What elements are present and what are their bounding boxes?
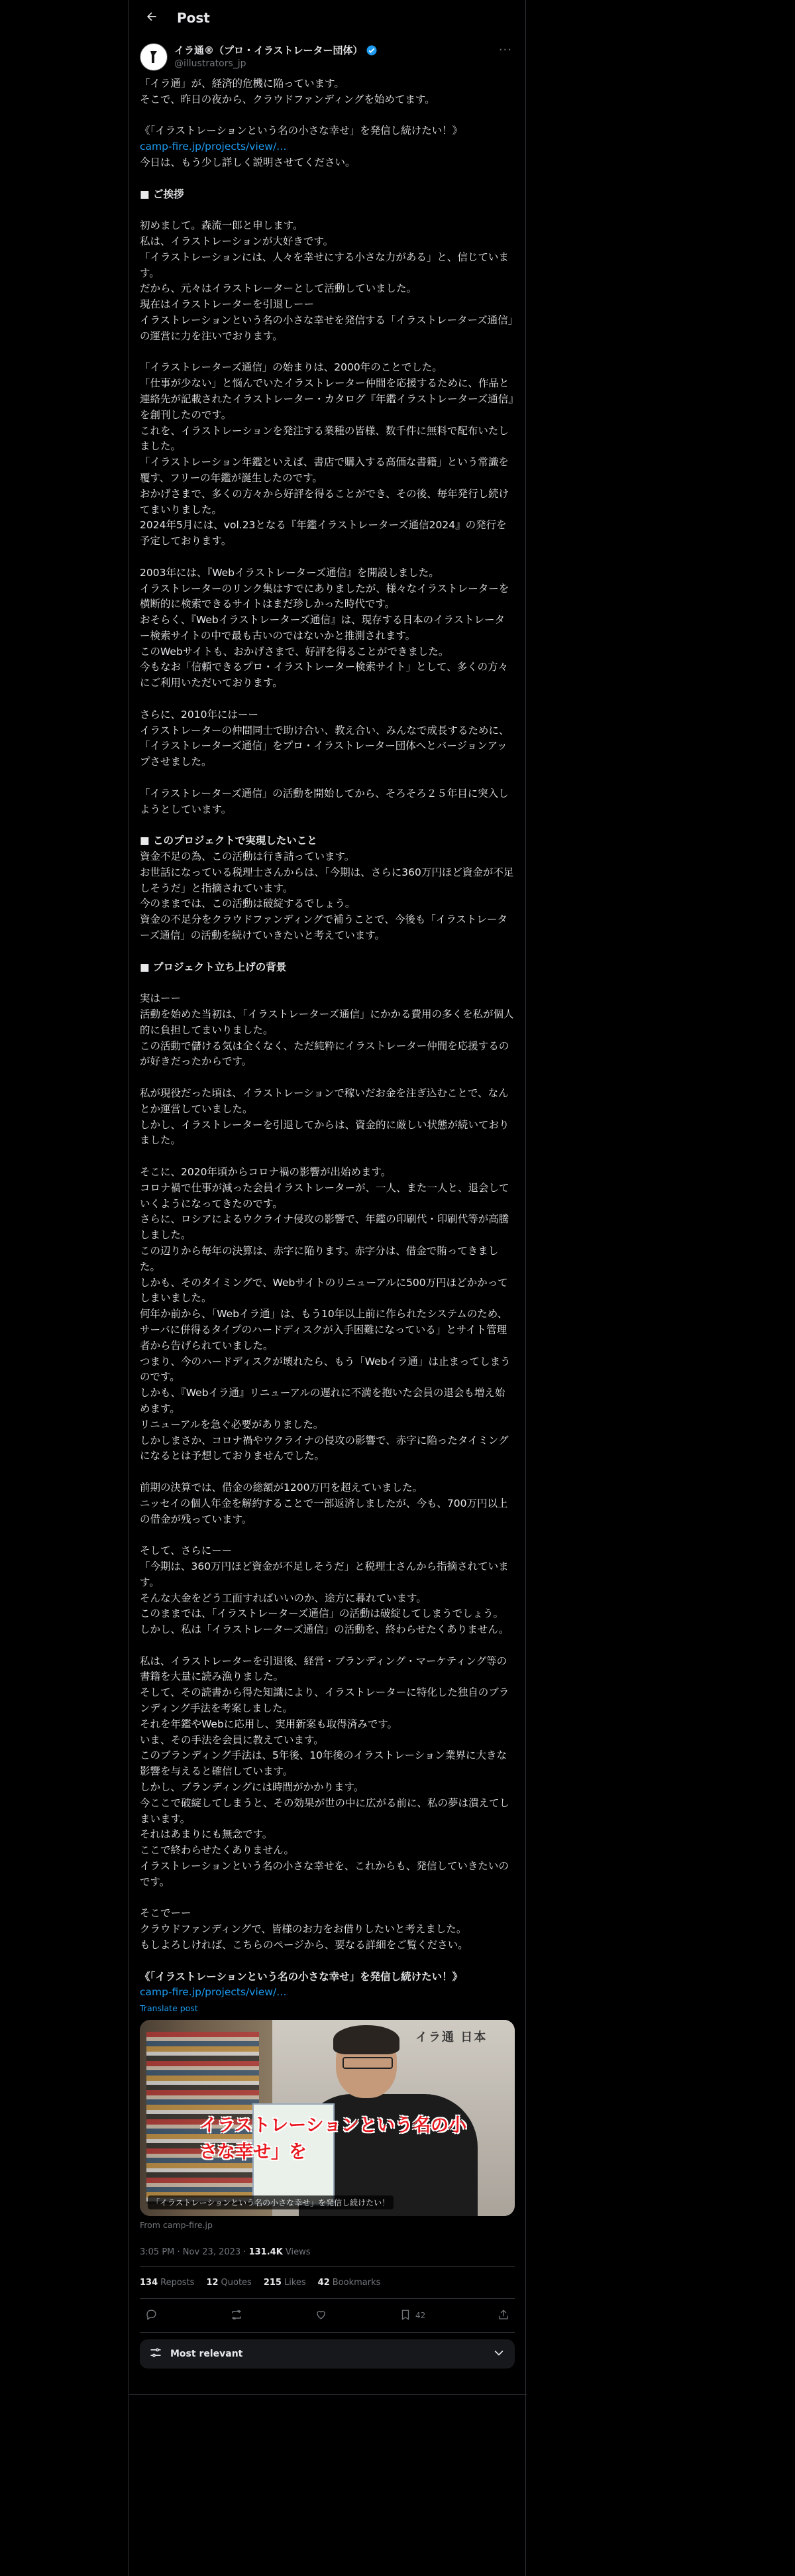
reposts-stat[interactable]: 134 Reposts [140,2278,195,2288]
translate-post-link[interactable]: Translate post [140,2003,198,2014]
quotes-stat[interactable]: 12 Quotes [206,2278,252,2288]
post-timestamp[interactable]: 3:05 PM · Nov 23, 2023 · [140,2247,249,2258]
main-column [129,0,526,2576]
card-overlay-title: イラストレーションという名の小さな幸せ」を [199,2115,467,2163]
chevron-down-icon [492,2346,505,2362]
sliders-icon [149,2346,162,2362]
engagement-stats [140,2267,515,2299]
share-button[interactable] [498,2309,509,2323]
bookmark-button[interactable] [399,2309,425,2323]
section-goal: 資金不足の為、この活動は行き詰っています。 お世話になっている税理士さんからは、「今期は、さらに360万円ほど資金が不足しそうだ」と指摘されています。 今のままでは、この活動は破綻するでしょう。 資金の不足分をクラウドファンディングで補うことで、今後も「イラストレーターズ通信」の活動を続けていきたいと考えています。 [140,850,514,942]
page-title: Post [177,9,210,26]
bookmarks-stat[interactable]: 42 Bookmarks [317,2278,381,2288]
views-count: 131.4K [248,2247,283,2258]
action-bar [140,2299,515,2333]
bookmark-count: 42 [415,2311,426,2321]
link-preview-card[interactable] [140,2020,515,2216]
author-block [174,43,496,69]
campaign-link-top[interactable]: camp-fire.jp/projects/view/… [140,141,287,153]
section-heading-goal: ■ このプロジェクトで実現したいこと [140,835,317,847]
section-background: 実はーー 活動を始めた当初は、「イラストレーターズ通信」にかかる費用の多くを私が個人的に負担してまいりました。 この活動で儲ける気は全くなく、ただ純粋にイラストレーター仲間を応援するのが好きだったからです。 私が現役だった頃は、イラストレーションで稼いだお金を注ぎ込むことで、なんとか運営していました。 しかし、イラストレーターを引退してからは、資金的に厳しい状態が続いておりました。 そこに、2020年頃からコロナ禍の影響が出始めます。 コロナ禍で仕事が減った会員イラストレーターが、一人、また一人と、退会していくようになってきたのです。 さらに、ロシアによるウクライナ侵攻の影響で、年鑑の印刷代・印刷代等が高騰しました。 この辺りから毎年の決算は、赤字に陥ります。赤字分は、借金で賄ってきました。 しかも、そのタイミングで、Webサイトのリニューアルに500万円ほどかかってしまいました。 何年か前から、「Webイラ通」は、もう10年以上前に作られたシステムのため、サーバに併得るタイプのハードディスクが入手困難になっている」とサイト管理者から告げられていました。 つまり、今のハードディスクが壊れたら、もう「Webイラ通」は止まってしまうのです。 しかも、『Webイラ通』リニューアルの遅れに不満を抱いた会員の退会も増え始めます。 リニューアルを急ぐ必要がありました。 しかしまさか、コロナ禍やウクライナの侵攻の影響で、赤字に陥ったタイミングになるとは予想しておりませんでした。 前期の決算では、借金の総額が1200万円を超えていました。 ニッセイの個人年金を解約することで一部返済しましたが、今も、700万円以上の借金が残っています。 そして、さらにーー 「今期は、360万円ほど資金が不足しそうだ」と税理士さんから指摘されています。 そんな大金をどう工面すればいいのか、途方に暮れています。 このままでは、「イラストレーターズ通信」の活動は破綻してしまうでしょう。 しかし、私は「イラストレーターズ通信」の活動を、終わらせたくありません。 私は、イラストレーターを引退後、経営・ブランディング・マーケティング等の書籍を大量に読み漁りました。 そして、その読書から得た知識により、イラストレーターに特化した独自のブランディング手法を考案しました。 それを年鑑やWebに応用し、実用新案も取得済みです。 いま、その手法を会員に教えています。 このブランディング手法は、5年後、10年後のイラストレーション業界に大きな影響を与えると確信しています。 しかし、ブランディングには時間がかかります。 今ここで破綻してしまうと、その効果が世の中に広がる前に、私の夢は潰えてしまいます。 それはあまりにも無念です。 ここで終わらせたくありません。 イラストレーションという名の小さな幸せを、これからも、発信していきたいのです。 そこでーー クラウドファンディングで、皆様のお力をお借りしたいと考えました。 もしよろしければ、こちらのページから、要なる詳細をご覧ください。 [140,992,514,1952]
heart-icon [315,2308,327,2323]
like-button[interactable] [315,2308,327,2323]
bookmark-icon [399,2309,411,2323]
likes-stat[interactable]: 215 Likes [263,2278,306,2288]
post-intro: 「イラ通」が、経済的危機に陥っています。 そこで、昨日の夜から、クラウドファンディングを始めてます。 《「イラストレーションという名の小さな幸せ」を発信し続けたい！》 [140,78,463,137]
back-button[interactable] [140,6,164,30]
reply-button[interactable] [145,2308,158,2323]
sort-label: Most relevant [170,2349,243,2360]
reply-icon [145,2308,158,2323]
reply-sort-dropdown[interactable] [140,2339,515,2369]
post-text [129,71,525,2001]
post-today: 今日は、もう少し詳しく説明させてください。 [140,156,356,168]
post-header [129,35,525,71]
repost-icon [230,2308,243,2323]
post-meta [140,2230,515,2267]
more-options-icon[interactable]: ··· [498,43,512,57]
card-caption: 「イラストレーションという名の小さな幸せ」を発信し続けたい！ [148,2195,394,2209]
card-source: From camp-fire.jp [140,2220,213,2231]
top-bar [129,0,525,35]
author-name[interactable]: イラ通®（プロ・イラストレーター団体） [174,44,363,56]
closing-title: 《「イラストレーションという名の小さな幸せ」を発信し続けたい！》 [140,1970,463,1983]
card-brand-logo: イラ通 日本 [415,2030,488,2045]
author-handle[interactable]: @illustrators_jp [174,58,246,69]
divider [129,2394,527,2395]
section-heading-background: ■ プロジェクト立ち上げの背景 [140,961,287,973]
repost-button[interactable] [230,2308,243,2323]
views-label: Views [282,2247,311,2258]
campaign-link-bottom[interactable]: camp-fire.jp/projects/view/… [140,1986,287,1999]
verified-badge-icon [366,44,378,56]
arrow-left-icon [145,10,158,26]
section-greeting: 初めまして。森流一郎と申します。 私は、イラストレーションが大好きです。 「イラストレーションには、人々を幸せにする小さな力がある」と、信じています。 だから、元々はイラストレーターとして活動していました。 現在はイラストレーターを引退しーー イラストレーションという名の小さな幸せを発信する「イラストレーターズ通信」の運営に力を注いでおります。 「イラストレーターズ通信」の始まりは、2000年のことでした。 「仕事が少ない」と悩んでいたイラストレーター仲間を応援するために、作品と連絡先が記載されたイラストレーター・カタログ『年鑑イラストレーターズ通信』を創刊したのです。 これを、イラストレーションを発注する業種の皆様、数千件に無料で配布いたしました。 「イラストレーション年鑑といえば、書店で購入する高価な書籍」という常識を覆す、フリーの年鑑が誕生したのです。 おかげさまで、多くの方々から好評を得ることができ、その後、毎年発行し続けてまいりました。 2024年5月には、vol.23となる『年鑑イラストレーターズ通信2024』の発行を予定しております。 2003年には、『Webイラストレーターズ通信』を開設しました。 イラストレーターのリンク集はすでにありましたが、様々なイラストレーターを横断的に検索できるサイトはまだ珍しかった時代です。 おそらく、『Webイラストレーターズ通信』は、現存する日本のイラストレーター検索サイトの中で最も古いのではないかと推測されます。 このWebサイトも、おかげさまで、好評を得ることができました。 今もなお「信頼できるプロ・イラストレーター検索サイト」として、多くの方々にご利用いただいております。 さらに、2010年にはーー イラストレーターの仲間同士で助け合い、教え合い、みんなで成長するために、「イラストレーターズ通信」をプロ・イラストレーター団体へとバージョンアップさせました。 「イラストレーターズ通信」の活動を開始してから、そろそろ２５年目に突入しようとしています。 [140,219,514,815]
section-heading-greeting: ■ ご挨拶 [140,188,184,200]
avatar[interactable] [140,43,168,71]
share-icon [498,2309,509,2323]
